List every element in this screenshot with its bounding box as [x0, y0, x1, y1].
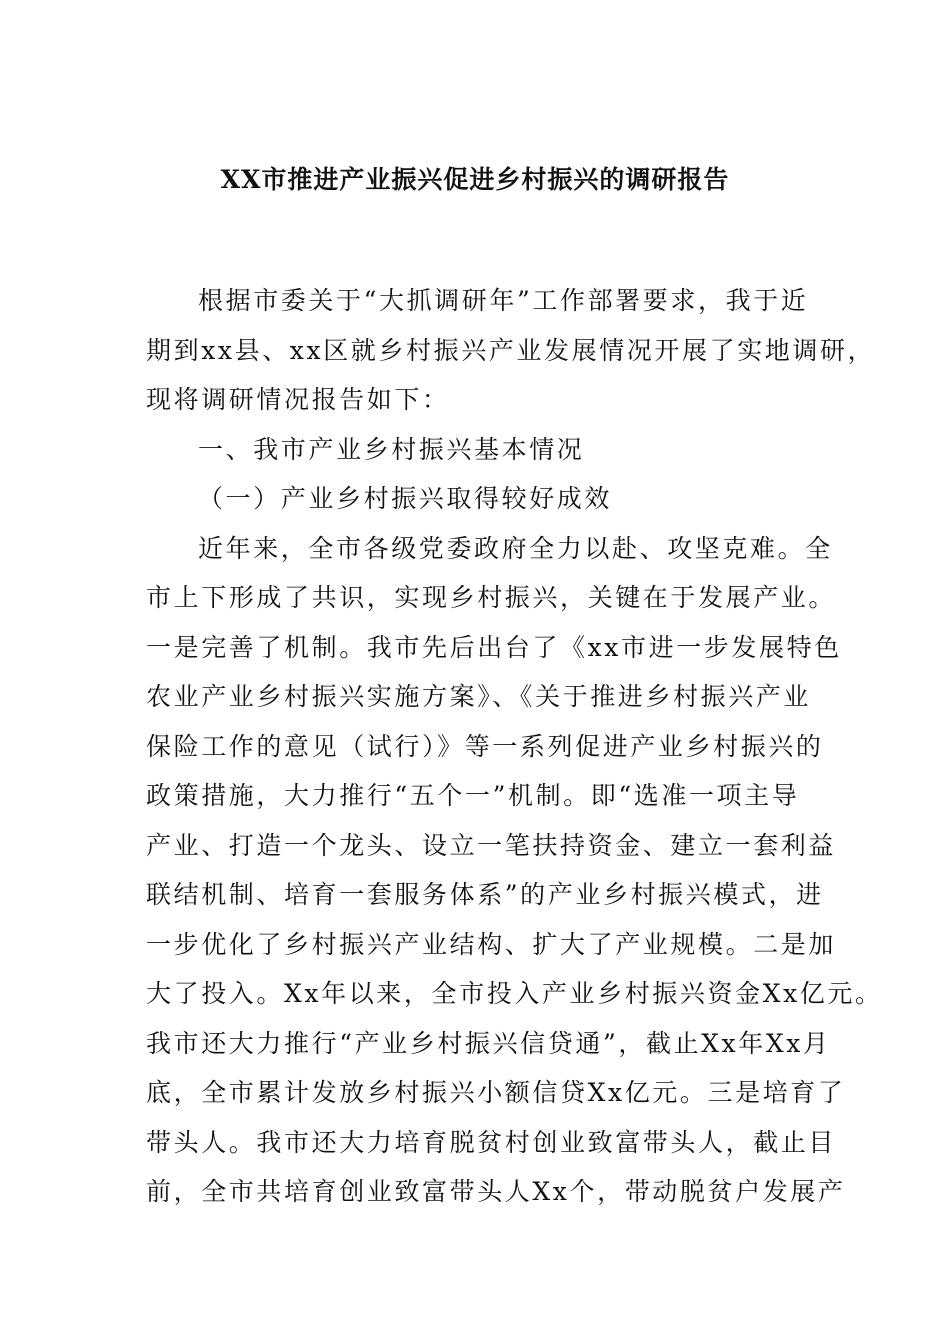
document-body	[146, 276, 883, 1217]
paragraph-line: 底，全市累计发放乡村振兴小额信贷Xx亿元。三是培育了	[146, 1078, 846, 1107]
document-title: XX市推进产业振兴促进乡村振兴的调研报告	[220, 165, 730, 194]
paragraph-line: 我市还大力推行“产业乡村振兴信贷通”，截止Xx年Xx月	[146, 1028, 831, 1058]
paragraph-line: 联结机制、培育一套服务体系”的产业乡村振兴模式，进	[146, 880, 824, 909]
section-heading: 一、我市产业乡村振兴基本情况	[198, 434, 585, 464]
paragraph-line: 前，全市共培育创业致富带头人Xx个，带动脱贫户发展产	[146, 1177, 846, 1206]
paragraph-line: 近年来，全市各级党委政府全力以赴、攻坚克难。全	[198, 533, 833, 563]
paragraph-line: 保险工作的意见（试行）》等一系列促进产业乡村振兴的	[146, 731, 824, 761]
paragraph-line: 产业、打造一个龙头、设立一笔扶持资金、建立一套利益	[146, 830, 837, 860]
subsection-heading: （一）产业乡村振兴取得较好成效	[198, 484, 613, 513]
paragraph-line: 市上下形成了共识，实现乡村振兴，关键在于发展产业。	[146, 583, 837, 612]
paragraph-line: 一是完善了机制。我市先后出台了《xx市进一步发展特色	[146, 632, 842, 662]
paragraph-line: 带头人。我市还大力培育脱贫村创业致富带头人，截止目	[146, 1127, 837, 1157]
paragraph-line: 大了投入。Xx年以来，全市投入产业乡村振兴资金Xx亿元。	[146, 979, 883, 1008]
paragraph-line: 政策措施，大力推行“五个一”机制。即“选准一项主导	[146, 781, 800, 810]
paragraph-line: 现将调研情况报告如下：	[146, 385, 450, 414]
paragraph-line: 一步优化了乡村振兴产业结构、扩大了产业规模。二是加	[146, 929, 837, 959]
paragraph-line: 农业产业乡村振兴实施方案》、《关于推进乡村振兴产业	[146, 682, 812, 711]
paragraph-line: 期到xx县、xx区就乡村振兴产业发展情况开展了实地调研，	[146, 335, 876, 365]
paragraph-line: 根据市委关于“大抓调研年”工作部署要求，我于近	[198, 286, 809, 315]
